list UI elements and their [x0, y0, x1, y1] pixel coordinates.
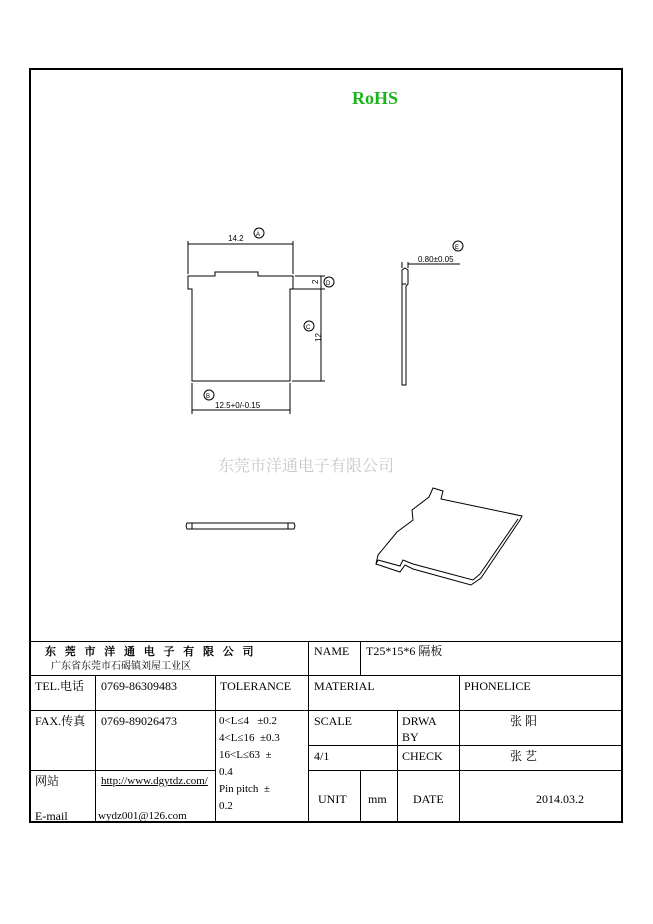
tb-vline-5b — [397, 770, 398, 823]
tb-vline-1 — [95, 675, 96, 823]
dim-text-thickness: 0.80±0.05 — [418, 255, 454, 264]
part-edge-view — [186, 523, 295, 529]
drawn-by-value: 张 阳 — [510, 714, 538, 728]
tb-line-top — [29, 641, 623, 642]
tolerance-line-6: 0.2 — [219, 800, 233, 812]
tolerance-line-3: 16<L≤63 ± — [219, 749, 272, 761]
part-isometric-view — [376, 488, 522, 585]
tb-line-2 — [29, 675, 623, 676]
balloon-c-label: C — [306, 325, 311, 331]
tolerance-line-1: 0<L≤4 ±0.2 — [219, 715, 277, 727]
tolerance-label: TOLERANCE — [220, 679, 292, 693]
tb-line-4 — [308, 745, 623, 746]
material-label: MATERIAL — [314, 679, 375, 693]
balloon-b-label: B — [206, 394, 211, 400]
tolerance-line-4: 0.4 — [219, 766, 233, 778]
rohs-label: RoHS — [352, 88, 399, 108]
dim-text-width-top: 14.2 — [228, 234, 244, 243]
fax-label: FAX.传真 — [35, 714, 86, 728]
tb-vline-4b — [360, 770, 361, 823]
tb-line-5a — [29, 770, 215, 771]
dim-text-bottom: 12.5+0/-0.15 — [215, 401, 261, 410]
fax-value: 0769-89026473 — [101, 714, 177, 728]
tb-vline-3 — [308, 641, 309, 823]
dim-text-12: 12 — [314, 333, 323, 342]
email-value: wydz001@126.com — [98, 810, 187, 822]
check-value: 张 艺 — [510, 749, 538, 763]
tb-vline-2 — [215, 675, 216, 823]
dim-text-2: 2 — [311, 279, 320, 284]
scale-value: 4/1 — [314, 749, 330, 763]
tolerance-line-5: Pin pitch ± — [219, 783, 270, 795]
balloon-a-label: A — [256, 232, 261, 238]
watermark-text: 东莞市洋通电子有限公司 — [218, 456, 395, 475]
scale-label: SCALE — [314, 714, 353, 728]
tel-label: TEL.电话 — [35, 679, 84, 693]
balloon-d-label: D — [326, 281, 331, 287]
date-label: DATE — [413, 792, 444, 806]
email-label: E-mail — [35, 809, 68, 823]
part-front-outline — [188, 272, 293, 381]
date-value: 2014.03.2 — [536, 792, 584, 806]
check-label: CHECK — [402, 749, 443, 763]
part-side-outline — [402, 268, 408, 385]
tb-vline-4a — [360, 641, 361, 675]
tel-value: 0769-86309483 — [101, 679, 177, 693]
web-label: 网站 — [35, 774, 60, 788]
company-address: 广东省东莞市石碣镇刘屋工业区 — [51, 661, 191, 672]
balloon-e-label: E — [455, 245, 460, 251]
name-value: T25*15*6 隔板 — [366, 644, 443, 658]
tb-vline-5a — [397, 710, 398, 770]
company-name: 东 莞 市 洋 通 电 子 有 限 公 司 — [45, 646, 257, 658]
tb-vline-6 — [459, 675, 460, 823]
unit-label: UNIT — [318, 792, 347, 806]
unit-value: mm — [368, 792, 387, 806]
phonelice-label: PHONELICE — [464, 679, 531, 693]
name-label: NAME — [314, 644, 350, 658]
drawn-by-label-1: DRWA — [402, 714, 437, 728]
tolerance-line-2: 4<L≤16 ±0.3 — [219, 732, 280, 744]
tb-line-5b — [308, 770, 623, 771]
tb-line-3 — [29, 710, 623, 711]
drawn-by-label-2: BY — [402, 730, 419, 744]
web-link[interactable]: http://www.dgytdz.com/ — [101, 775, 208, 787]
